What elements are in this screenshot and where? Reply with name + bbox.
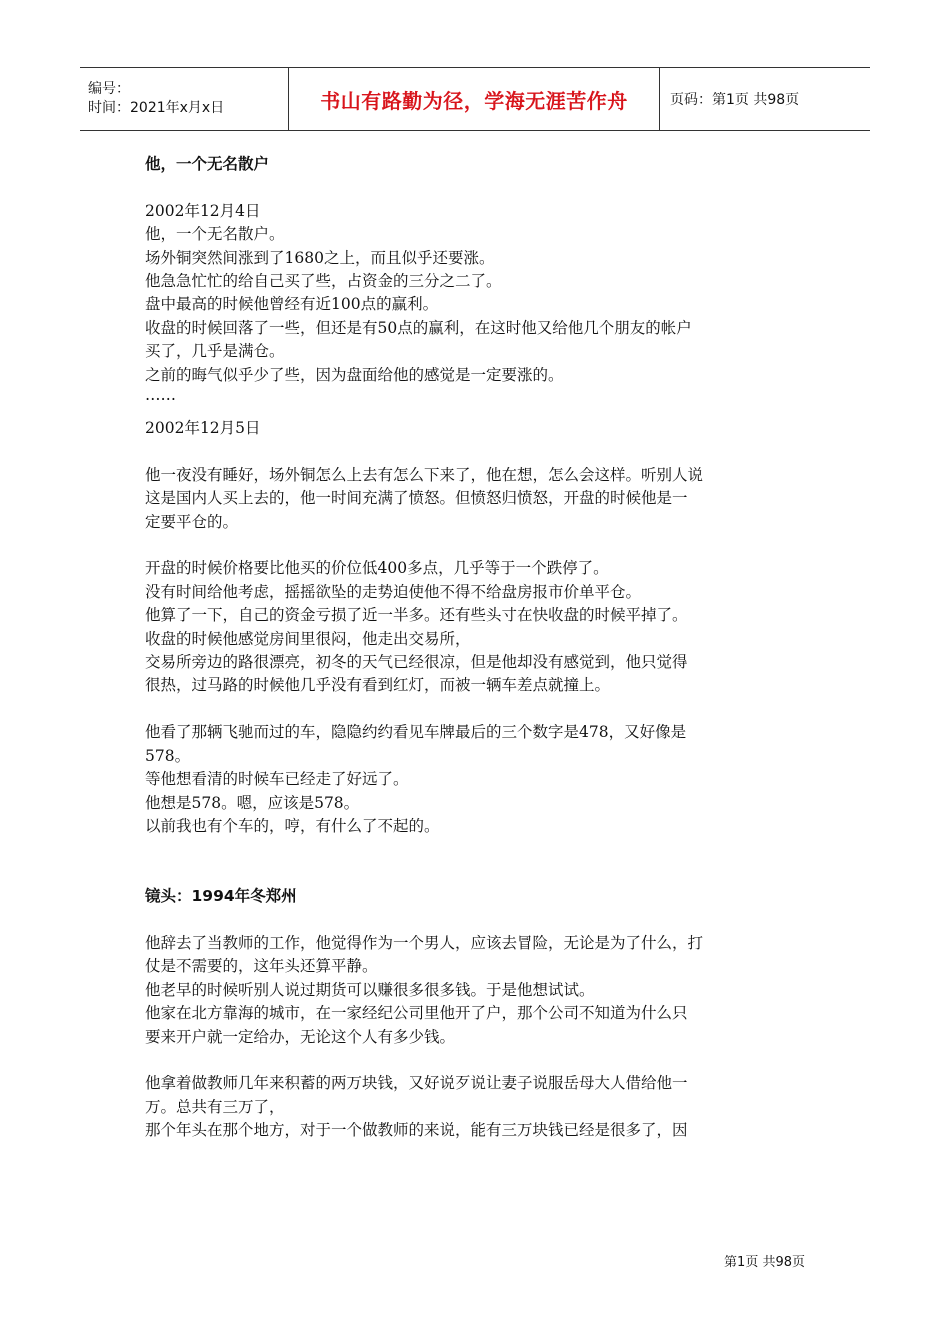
header-page-cell <box>660 68 870 130</box>
paragraph-line: 他家在北方靠海的城市，在一家经纪公司里他开了户，那个公司不知道为什么只 <box>145 1004 688 1023</box>
page-footer: 第1页 共98页 <box>724 1255 805 1270</box>
paragraph-line: 他，一个无名散户。 <box>145 225 285 244</box>
paragraph-line: 万。总共有三万了， <box>145 1097 285 1116</box>
paragraph-line: 场外铜突然间涨到了1680之上，而且似乎还要涨。 <box>145 248 495 267</box>
paragraph-line: 他看了那辆飞驰而过的车，隐隐约约看见车牌最后的三个数字是478，又好像是 <box>145 723 687 742</box>
paragraph-line: 盘中最高的时候他曾经有近100点的赢利。 <box>145 295 439 314</box>
paragraph-line: 他一夜没有睡好，场外铜怎么上去有怎么下来了，他在想，怎么会这样。听别人说 <box>145 465 704 484</box>
document-header <box>80 67 870 131</box>
document-body <box>145 153 810 1143</box>
paragraph-line: 以前我也有个车的，哼，有什么了不起的。 <box>145 816 440 835</box>
paragraph-line: 仗是不需要的，这年头还算平静。 <box>145 957 378 976</box>
paragraph-line: 等他想看清的时候车已经走了好远了。 <box>145 770 409 789</box>
paragraph-line: 他拿着做教师几年来积蓄的两万块钱，又好说歹说让妻子说服岳母大人借给他一 <box>145 1074 688 1093</box>
paragraph-line: 他辞去了当教师的工作，他觉得作为一个男人，应该去冒险，无论是为了什么，打 <box>145 933 704 952</box>
date-label: 时间：2021年x月x日 <box>88 100 225 116</box>
paragraph-line: 之前的晦气似乎少了些，因为盘面给他的感觉是一定要涨的。 <box>145 365 564 384</box>
paragraph-line: 交易所旁边的路很漂亮，初冬的天气已经很凉，但是他却没有感觉到，他只觉得 <box>145 653 688 672</box>
paragraph-line: 要来开户就一定给办，无论这个人有多少钱。 <box>145 1027 456 1046</box>
paragraph-line: 定要平仓的。 <box>145 512 239 531</box>
paragraph-line: 收盘的时候回落了一些，但还是有50点的赢利，在这时他又给他几个朋友的帐户 <box>145 318 692 337</box>
number-label: 编号： <box>88 81 130 97</box>
paragraph-line: 这是国内人买上去的，他一时间充满了愤怒。但愤怒归愤怒，开盘的时候他是一 <box>145 489 688 508</box>
section-title: 镜头：1994年冬郑州 <box>145 887 297 906</box>
paragraph-line: 那个年头在那个地方，对于一个做教师的来说，能有三万块钱已经是很多了，因 <box>145 1121 688 1140</box>
paragraph-line: 开盘的时候价格要比他买的价位低400多点，几乎等于一个跌停了。 <box>145 559 609 578</box>
paragraph-line: 买了，几乎是满仓。 <box>145 342 285 361</box>
ellipsis-line: …… <box>145 386 176 405</box>
paragraph-line: 他老早的时候听别人说过期货可以赚很多很多钱。于是他想试试。 <box>145 980 595 999</box>
paragraph-line: 他想是578。嗯，应该是578。 <box>145 793 360 812</box>
date-line: 2002年12月5日 <box>145 419 261 438</box>
paragraph-line: 578。 <box>145 746 191 765</box>
header-meta <box>80 68 288 130</box>
paragraph-line: 很热，过马路的时候他几乎没有看到红灯，而被一辆车差点就撞上。 <box>145 676 611 695</box>
section-title: 他，一个无名散户 <box>145 155 270 173</box>
page-label: 页码：第1页 共98页 <box>670 92 800 108</box>
paragraph-line: 收盘的时候他感觉房间里很闷，他走出交易所， <box>145 629 471 648</box>
paragraph-line: 他急急忙忙的给自己买了些，占资金的三分之二了。 <box>145 272 502 291</box>
paragraph-line: 他算了一下，自己的资金亏损了近一半多。还有些头寸在快收盘的时候平掉了。 <box>145 606 688 625</box>
date-line: 2002年12月4日 <box>145 201 261 220</box>
paragraph-line: 没有时间给他考虑，摇摇欲坠的走势迫使他不得不给盘房报市价单平仓。 <box>145 582 642 601</box>
header-motto-cell <box>288 68 660 130</box>
motto: 书山有路勤为径，学海无涯苦作舟 <box>320 88 628 113</box>
